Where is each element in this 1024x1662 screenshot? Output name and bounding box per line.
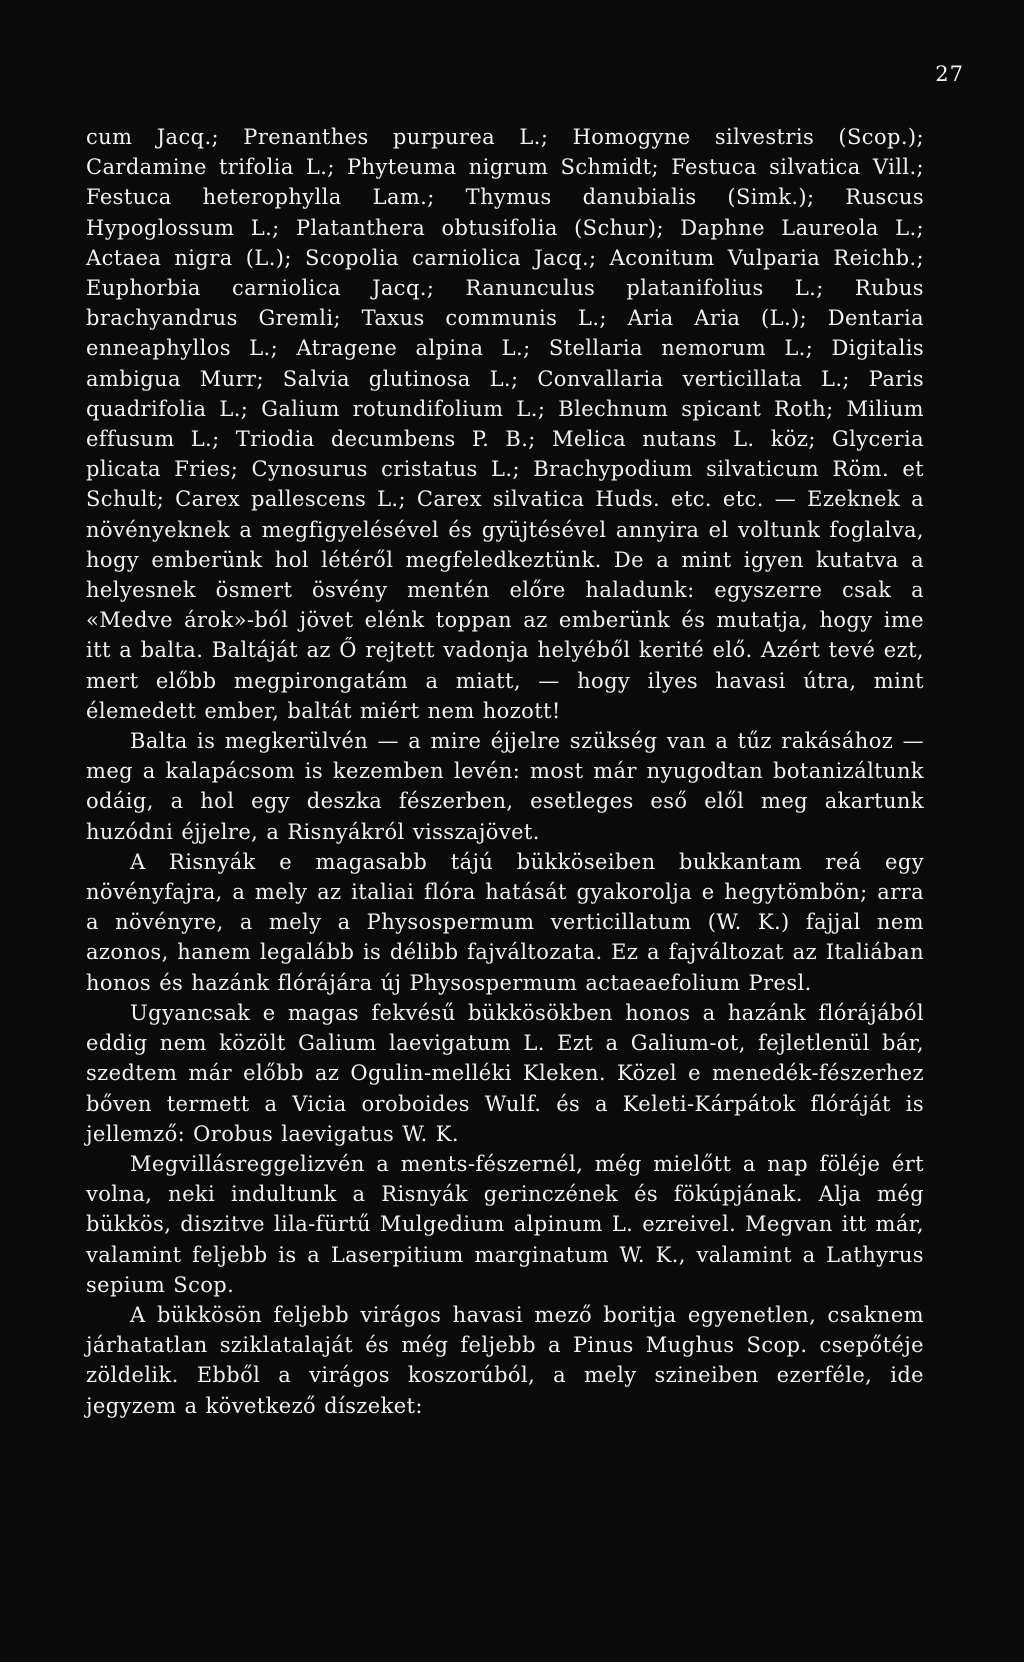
paragraph-species-list: cum Jacq.; Prenanthes purpurea L.; Homogyne silvestris (Scop.); Cardamine trifolia L.; Phyteuma nigrum Schmidt; Festuca silvatica Vill.; Festuca heterophylla Lam.; Thymus danubialis (Simk.); Ruscus Hypoglossum L.; Platanthera obtusifolia (Schur); Daphne Laureola L.; Actaea nigra (L.); Scopolia carniolica Jacq.; Aconitum Vulparia Reichb.; Euphorbia carniolica Jacq.; Ranunculus platanifolius L.; Rubus brachyandrus Gremli; Taxus communis L.; Aria Aria (L.); Dentaria enneaphyllos L.; Atragene alpina L.; Stellaria nemorum L.; Digitalis ambigua Murr; Salvia glutinosa L.; Convallaria verticillata L.; Paris quadrifolia L.; Galium rotundifolium L.; Blechnum spicant Roth; Milium effusum L.; Triodia decumbens P. B.; Melica nutans L. köz; Glyceria plicata Fries; Cynosurus cristatus L.; Brachypodium silvaticum Röm. et Schult; Carex pallescens L.; Carex silvatica Huds. etc. etc. — Ezeknek a növényeknek a megfigyelésével és gyüjtésével annyira el voltunk foglalva, hogy emberünk hol létéről megfeledkeztünk. De a mint igyen kutatva a helyesnek ösmert ösvény mentén előre haladunk: egyszerre csak a «Medve árok»-ból jövet elénk toppan az emberünk és mutatja, hogy ime itt a balta. Baltáját az Ő rejtett vadonja helyéből kerité elő. Azért tevé ezt, mert előbb megpirongatám a miatt, — hogy ilyes havasi útra, mint élemedett ember, baltát miért nem hozott! [86,125,924,723]
paragraph-havasi-mezo: A bükkösön feljebb virágos havasi mező boritja egyenetlen, csaknem járhatatlan sziklatalaját és még feljebb a Pinus Mughus Scop. csepőtéje zöldelik. Ebből a virágos koszorúból, a mely szineiben ezerféle, ide jegyzem a következő díszeket: [86,1302,924,1418]
paragraph-reggeli: Megvillásreggelizvén a ments-fészernél, még mielőtt a nap föléje ért volna, neki indultunk a Risnyák gerinczének és fökúpjának. Alja még bükkös, diszitve lila-fürtű Mulgedium alpinum L. ezreivel. Megvan itt már, valamint feljebb is a Laserpitium marginatum W. K., valamint a Lathyrus sepium Scop. [86,1151,924,1297]
paragraph-risnyak-physospermum: A Risnyák e magasabb tájú bükköseiben bukkantam reá egy növényfajra, a mely az italiai flóra hatását gyakorolja e hegytömbön; arra a növényre, a mely a Physospermum verticillatum (W. K.) fajjal nem azonos, hanem legalább is délibb fajváltozata. Ez a fajváltozat az Italiában honos és hazánk flórájára új Physospermum actaeaefolium Presl. [86,849,924,995]
body-text [86,122,924,1421]
paragraph-galium: Ugyancsak e magas fekvésű bükkösökben honos a hazánk flórájából eddig nem közölt Galium laevigatum L. Ezt a Galium-ot, fejletlenül bár, szedtem már előbb az Ogulin-melléki Kleken. Közel e menedék-fészerhez bőven termett a Vicia oroboides Wulf. és a Keleti-Kárpátok flóráját is jellemző: Orobus laevigatus W. K. [86,1000,924,1146]
paragraph-balta: Balta is megkerülvén — a mire éjjelre szükség van a tűz rakásához — meg a kalapácsom is kezemben levén: most már nyugodtan botanizáltunk odáig, a hol egy deszka fészerben, esetleges eső elől meg akartunk huzódni éjjelre, a Risnyákról visszajövet. [86,729,924,844]
page-number: 27 [935,62,964,86]
